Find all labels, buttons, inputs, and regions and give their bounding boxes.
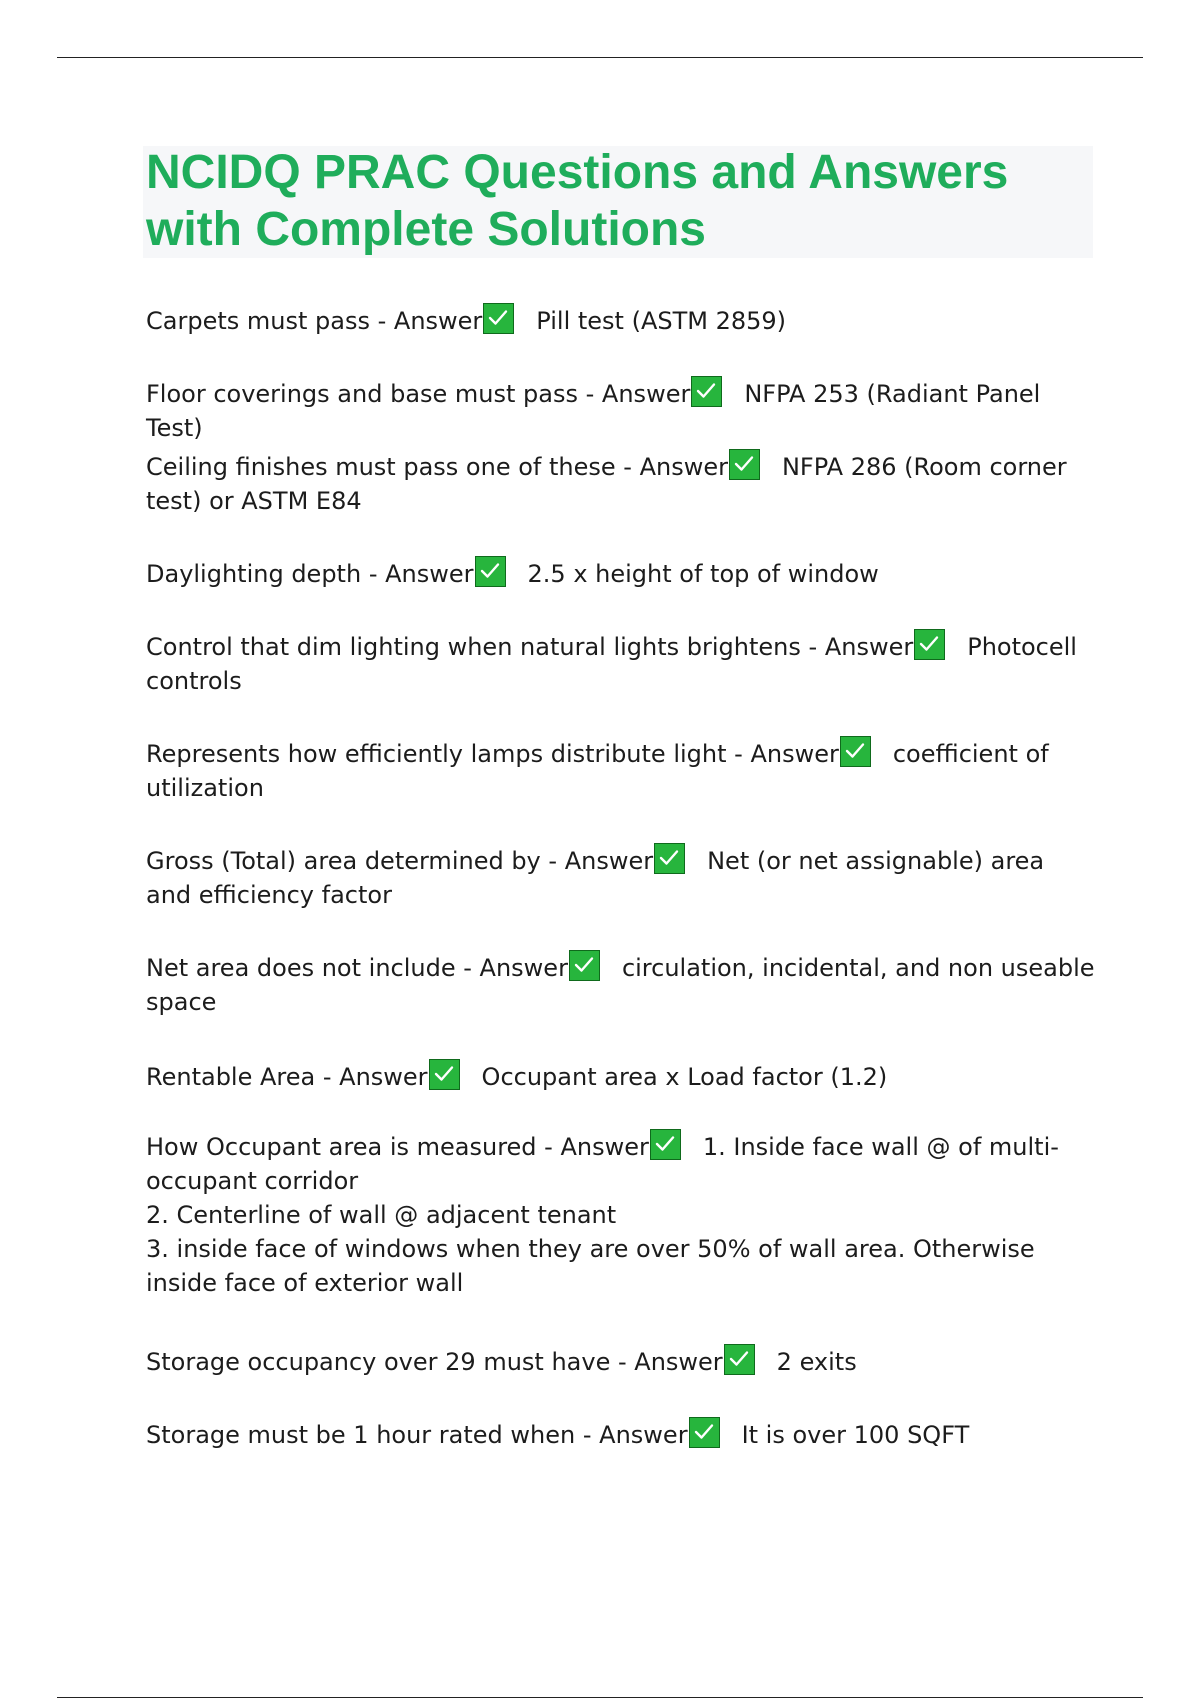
qa-item xyxy=(146,1129,1096,1300)
answer-marker: - Answer xyxy=(368,560,474,588)
check-icon xyxy=(729,449,760,480)
question-text: Carpets must pass xyxy=(146,307,370,335)
answer-text: 2 exits xyxy=(776,1348,857,1376)
footer-rule xyxy=(57,1697,1143,1698)
answer-text: 2.5 x height of top of window xyxy=(527,560,879,588)
qa-item xyxy=(146,843,1096,912)
check-icon xyxy=(429,1059,460,1090)
qa-item xyxy=(146,449,1096,518)
check-icon xyxy=(840,736,871,767)
qa-item xyxy=(146,303,1096,338)
question-text: Ceiling finishes must pass one of these xyxy=(146,453,616,481)
check-icon xyxy=(689,1417,720,1448)
answer-text: circulation, incidental, and non useable space xyxy=(146,954,1095,1016)
question-text: Floor coverings and base must pass xyxy=(146,380,578,408)
answer-marker: - Answer xyxy=(582,1421,688,1449)
answer-marker: - Answer xyxy=(322,1063,428,1091)
question-text: Represents how efficiently lamps distribute light xyxy=(146,740,727,768)
qa-item xyxy=(146,1059,1096,1094)
qa-item xyxy=(146,1417,1096,1452)
check-icon xyxy=(914,629,945,660)
check-icon xyxy=(569,950,600,981)
question-text: Storage occupancy over 29 must have xyxy=(146,1348,611,1376)
document-title: NCIDQ PRAC Questions and Answers with Complete Solutions xyxy=(146,146,1009,256)
answer-text: NFPA 286 (Room corner test) or ASTM E84 xyxy=(146,453,1067,515)
answer-marker: - Answer xyxy=(377,307,483,335)
answer-marker: - Answer xyxy=(463,954,568,982)
answer-marker: - Answer xyxy=(617,1348,723,1376)
qa-item xyxy=(146,556,1096,591)
answer-text: Net (or net assignable) area and efficiency factor xyxy=(146,847,1045,909)
check-icon xyxy=(724,1344,755,1375)
qa-item xyxy=(146,950,1096,1019)
answer-marker: - Answer xyxy=(623,453,728,481)
question-text: Net area does not include xyxy=(146,954,456,982)
check-icon xyxy=(654,843,685,874)
answer-text: coefficient of utilization xyxy=(146,740,1049,802)
answer-marker: - Answer xyxy=(808,633,914,661)
question-text: Storage must be 1 hour rated when xyxy=(146,1421,576,1449)
answer-marker: - Answer xyxy=(548,847,654,875)
check-icon xyxy=(691,376,722,407)
check-icon xyxy=(650,1129,681,1160)
check-icon xyxy=(475,556,506,587)
question-text: Daylighting depth xyxy=(146,560,362,588)
answer-text: Photocell controls xyxy=(146,633,1077,695)
check-icon xyxy=(483,303,514,334)
qa-item xyxy=(146,736,1096,805)
question-text: Rentable Area xyxy=(146,1063,316,1091)
question-text: Control that dim lighting when natural lights brightens xyxy=(146,633,801,661)
question-text: Gross (Total) area determined by xyxy=(146,847,541,875)
question-text: How Occupant area is measured xyxy=(146,1133,537,1161)
answer-marker: - Answer xyxy=(544,1133,649,1161)
header-rule xyxy=(57,57,1143,58)
answer-marker: - Answer xyxy=(585,380,691,408)
qa-item xyxy=(146,376,1096,445)
answer-text: Pill test (ASTM 2859) xyxy=(536,307,787,335)
qa-item xyxy=(146,629,1096,698)
answer-text: NFPA 253 (Radiant Panel Test) xyxy=(146,380,1041,442)
qa-item xyxy=(146,1344,1096,1379)
answer-text: It is over 100 SQFT xyxy=(741,1421,970,1449)
answer-text: Occupant area x Load factor (1.2) xyxy=(481,1063,888,1091)
answer-text: 1. Inside face wall @ of multi-occupant corridor 2. Centerline of wall @ adjacent tenant 3. inside face of windows when they are over 50% of wall area. Otherwise inside face of exterior wall xyxy=(146,1133,1059,1297)
answer-marker: - Answer xyxy=(734,740,839,768)
